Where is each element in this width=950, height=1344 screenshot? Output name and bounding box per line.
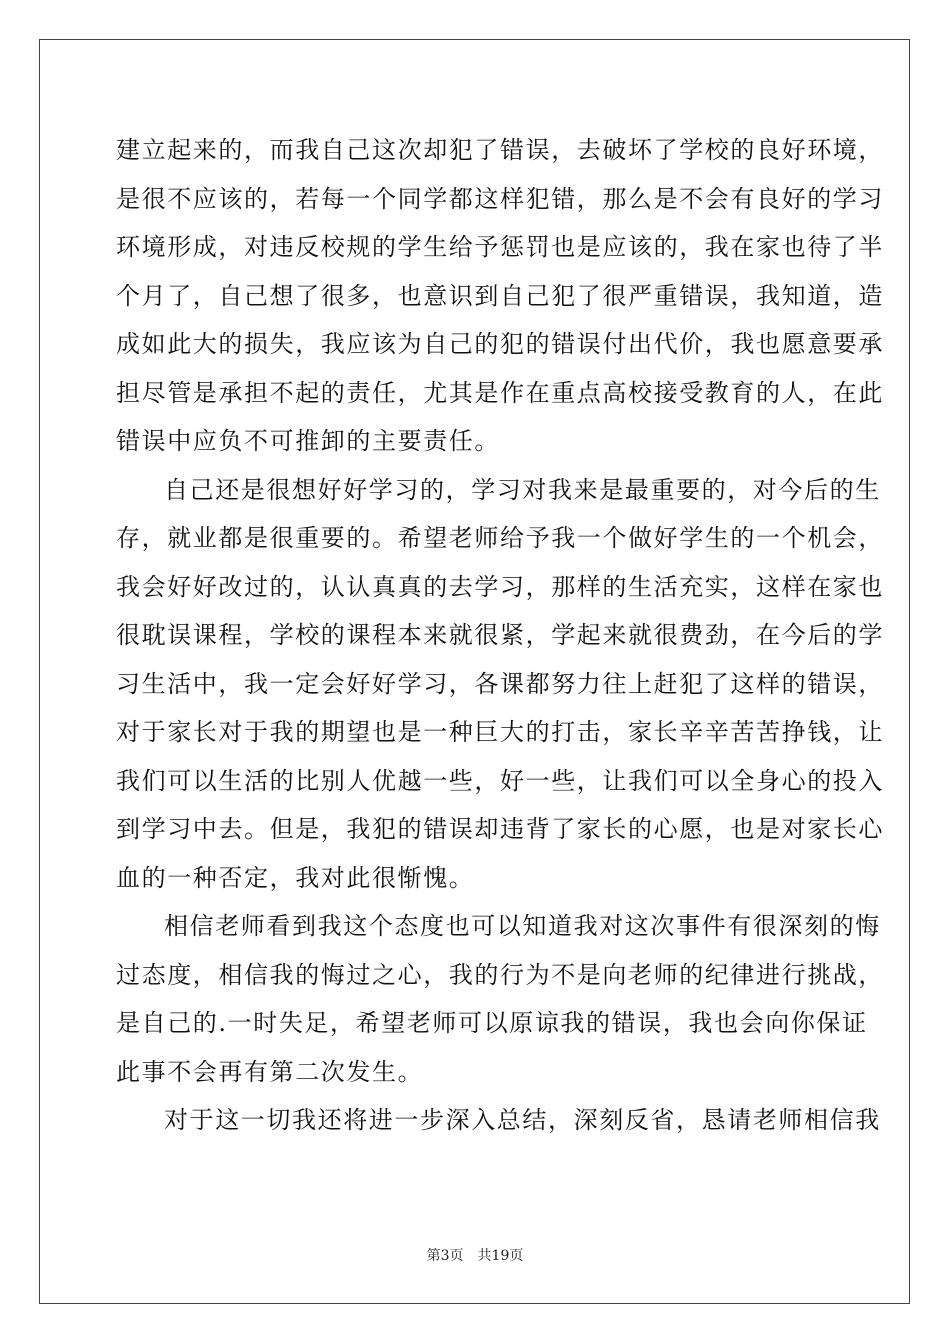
paragraph — [116, 902, 884, 1096]
text-line: 过态度，相信我的悔过之心，我的行为不是向老师的纪律进行挑战， — [116, 960, 884, 989]
document-body — [116, 126, 884, 1145]
paragraph — [116, 466, 884, 903]
text-line: 相信老师看到我这个态度也可以知道我对这次事件有很深刻的悔 — [164, 912, 881, 940]
text-line: 血的一种否定，我对此很惭愧。 — [116, 863, 475, 892]
text-line: 很耽误课程，学校的课程本来就很紧，学起来就很费劲，在今后的学 — [116, 621, 884, 649]
text-line: 成如此大的损失，我应该为自己的犯的错误付出代价，我也愿意要承 — [116, 330, 884, 358]
text-line: 错误中应负不可推卸的主要责任。 — [116, 427, 500, 455]
text-line: 自己还是很想好好学习的，学习对我来是最重要的，对今后的生 — [164, 475, 881, 504]
text-line: 此事不会再有第二次发生。 — [116, 1057, 424, 1086]
text-line: 个月了，自己想了很多，也意识到自己犯了很严重错误，我知道，造 — [116, 281, 884, 310]
text-line: 是自己的.一时失足，希望老师可以原谅我的错误，我也会向你保证 — [116, 1009, 868, 1037]
paragraph — [116, 1096, 881, 1145]
text-line: 对于这一切我还将进一步深入总结，深刻反省，恳请老师相信我 — [164, 1106, 881, 1134]
page-number: 第3页 — [426, 1248, 464, 1264]
page-total: 共19页 — [477, 1248, 524, 1264]
paragraph — [116, 126, 884, 466]
text-line: 建立起来的，而我自己这次却犯了错误，去破坏了学校的良好环境， — [116, 136, 884, 164]
text-line: 是很不应该的，若每一个同学都这样犯错，那么是不会有良好的学习 — [116, 184, 884, 213]
text-line: 习生活中，我一定会好好学习，各课都努力往上赶犯了这样的错误， — [116, 669, 884, 698]
page-footer — [0, 1245, 950, 1265]
text-line: 到学习中去。但是，我犯的错误却违背了家长的心愿，也是对家长心 — [116, 815, 884, 843]
text-line: 我们可以生活的比别人优越一些，好一些，让我们可以全身心的投入 — [116, 766, 884, 795]
text-line: 存，就业都是很重要的。希望老师给予我一个做好学生的一个机会， — [116, 524, 884, 552]
text-line: 我会好好改过的，认认真真的去学习，那样的生活充实，这样在家也 — [116, 572, 884, 601]
text-line: 环境形成，对违反校规的学生给予惩罚也是应该的，我在家也待了半 — [116, 233, 884, 261]
text-line: 对于家长对于我的期望也是一种巨大的打击，家长辛辛苦苦挣钱，让 — [116, 718, 884, 746]
text-line: 担尽管是承担不起的责任，尤其是作在重点高校接受教育的人，在此 — [116, 378, 884, 407]
